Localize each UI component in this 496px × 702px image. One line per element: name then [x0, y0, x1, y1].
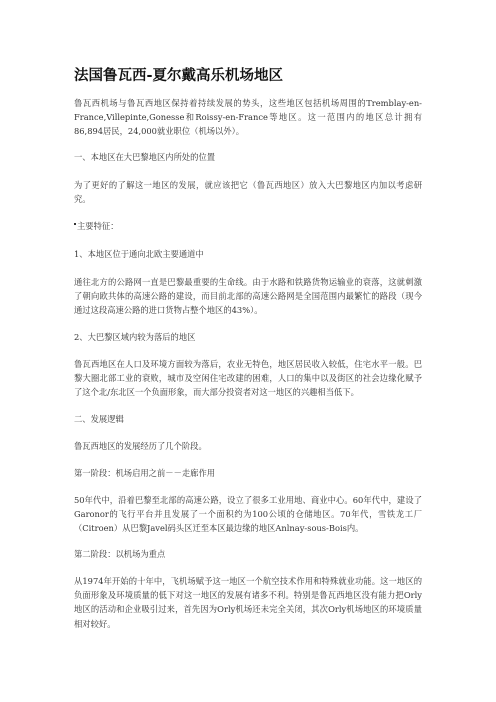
section-heading-1: 一、本地区在大巴黎地区内所处的位置 — [74, 152, 216, 162]
subheading-2: 2、大巴黎区域内较为落后的地区 — [74, 332, 196, 342]
features-label-text: 主要特征： — [77, 221, 119, 231]
paragraph-position: 为了更好的了解这一地区的发展，就应该把它（鲁瓦西地区）放入大巴黎地区内加以考虑研究。 — [74, 180, 422, 205]
document-title: 法国鲁瓦西-夏尔戴高乐机场地区 — [74, 68, 284, 84]
paragraph-backward-region: 鲁瓦西地区在人口及环境方面较为落后，农业无特色，地区居民收入较低，住宅水平一般。巴黎大圈北部工业的衰败，城市及空闲住宅改建的困难，人口的集中以及街区的社会边缘化赋予了这个北/东北区一个负面形象，而大部分投资者对这一地区的兴趣相当低下。 — [74, 359, 422, 398]
subheading-1: 1、本地区位于通向北欧主要通道中 — [74, 249, 204, 259]
stage-2-heading: 第二阶段：以机场为重点 — [74, 549, 166, 559]
paragraph-road-network: 通往北方的公路网一直是巴黎最重要的生命线。由于水路和铁路货物运输业的衰落，这就刺激了朝向欧共体的高速公路的建设，而目前北部的高速公路网是全国范围内最繁忙的路段（现今通过这段高速公路的进口货物占整个地区的43%）。 — [74, 277, 422, 316]
paragraph-stage-1: 50年代中，沿着巴黎至北部的高速公路，设立了很多工业用地、商业中心。60年代中，建设了Garonor的飞行平台并且发展了一个面积约为100公顷的仓储地区。70年代，雪铁龙工厂（Citroen）从巴黎Javel码头区迁至本区最边缘的地区Anlnay-sous-Bois内。 — [74, 495, 422, 534]
section-heading-2: 二、发展逻辑 — [74, 414, 124, 424]
stage-1-heading: 第一阶段：机场启用之前－－走廊作用 — [74, 468, 216, 478]
paragraph-intro: 鲁瓦西机场与鲁瓦西地区保持着持续发展的势头，这些地区包括机场周围的Tremblay-en-France,Villepinte,Gonesse和Roissy-en-France等地区。这一范围内的地区总计拥有86,894居民，24,000就业职位（机场以外）。 — [74, 98, 422, 137]
paragraph-stages: 鲁瓦西地区的发展经历了几个阶段。 — [74, 441, 207, 451]
paragraph-stage-2: 从1974年开始的十年中，飞机场赋予这一地区一个航空技术作用和特殊就业功能。这一地区的负面形象及环境质量的低下对这一地区的发展有诸多不利。特别是鲁瓦西地区没有能力把Orly地区的活动和企业吸引过来，首先因为Orly机场还未完全关闭，其次Orly机场地区的环境质量相对较好。 — [74, 576, 422, 629]
features-label — [74, 219, 422, 233]
bullet-icon — [74, 223, 76, 225]
